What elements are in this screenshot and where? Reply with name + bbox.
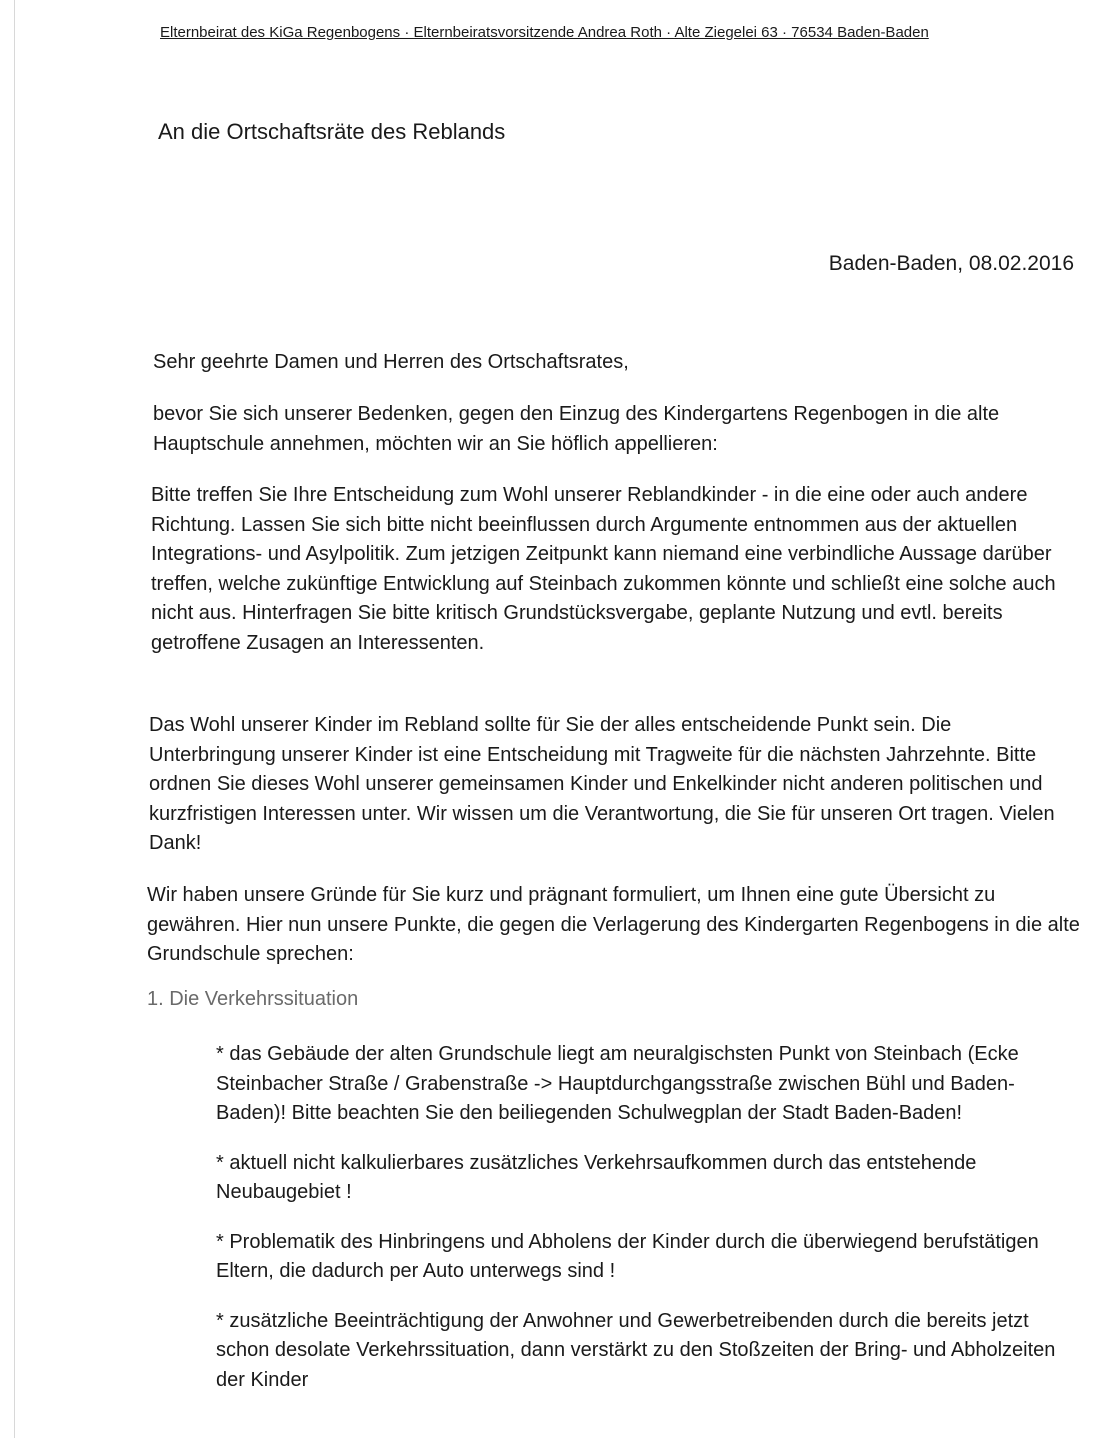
paragraph-2: Bitte treffen Sie Ihre Entscheidung zum Wohl unserer Reblandkinder - in die eine oder auch andere Richtung. Lassen Sie sich bitte nicht beeinflussen durch Argumente entnommen aus der aktuellen Integrations- und Asylpolitik. Zum jetzigen Zeitpunkt kann niemand eine verbindliche Aussage darüber treffen, welche zukünftige Entwicklung auf Steinbach zukommen könnte und schließt eine solche auch nicht aus. Hinterfragen Sie bitte kritisch Grundstücksvergabe, geplante Nutzung und evtl. bereits getroffene Zusagen an Interessenten. [151,484,1056,654]
traffic-bullet-list [216,1040,1076,1415]
section-title-traffic: 1. Die Verkehrssituation [147,988,359,1010]
bullet-item-4: * zusätzliche Beeinträchtigung der Anwohner und Gewerbetreibenden durch die bereits jetzt schon desolate Verkehrssituation, dann verstärkt zu den Stoßzeiten der Bring- und Abholzeiten der Kinder [216,1309,1056,1391]
bullet-item-3: * Problematik des Hinbringens und Abholens der Kinder durch die überwiegend berufstätigen Eltern, die dadurch per Auto unterwegs sind ! [216,1230,1039,1282]
sender-line: Elternbeirat des KiGa Regenbogens · Elternbeiratsvorsitzende Andrea Roth · Alte Ziegelei 63 · 76534 Baden-Baden [160,24,929,41]
recipient-line: An die Ortschaftsräte des Reblands [158,119,506,144]
date-line: Baden-Baden, 08.02.2016 [828,252,1074,275]
bullet-item-1: * das Gebäude der alten Grundschule liegt am neuralgischsten Punkt von Steinbach (Ecke Steinbacher Straße / Grabenstraße -> Hauptdurchgangsstraße zwischen Bühl und Baden-Baden)! Bitte beachten Sie den beiliegenden Schulwegplan der Stadt Baden-Baden! [216,1043,1019,1124]
paragraph-1: bevor Sie sich unserer Bedenken, gegen den Einzug des Kindergartens Regenbogen in die alte Hauptschule annehmen, möchten wir an Sie höflich appellieren: [153,403,1000,455]
scan-edge-line [14,0,15,1438]
paragraph-3: Das Wohl unserer Kinder im Rebland sollte für Sie der alles entscheidende Punkt sein. Die Unterbringung unserer Kinder ist eine Entscheidung mit Tragweite für die nächsten Jahrzehnte. Bitte ordnen Sie dieses Wohl unserer gemeinsamen Kinder und Enkelkinder nicht anderen politischen und kurzfristigen Interessen unter. Wir wissen um die Verantwortung, die Sie für unseren Ort tragen. Vielen Dank! [149,714,1055,854]
bullet-item-2: * aktuell nicht kalkulierbares zusätzliches Verkehrsaufkommen durch das entstehende Neubaugebiet ! [216,1151,977,1203]
paragraph-4: Wir haben unsere Gründe für Sie kurz und prägnant formuliert, um Ihnen eine gute Übersicht zu gewähren. Hier nun unsere Punkte, die gegen die Verlagerung des Kindergarten Regenbogens in die alte Grundschule sprechen: [147,884,1080,965]
salutation: Sehr geehrte Damen und Herren des Ortschaftsrates, [153,351,629,373]
